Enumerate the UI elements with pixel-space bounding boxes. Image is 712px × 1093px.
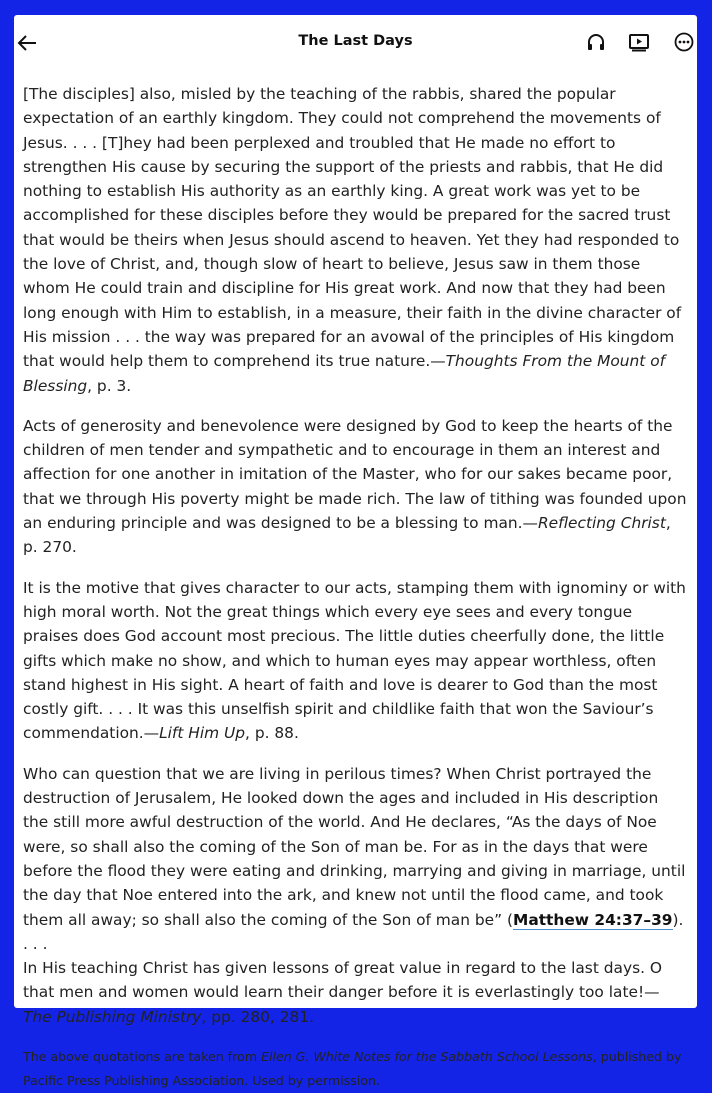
quote-text: It is the motive that gives character to our acts, stamping them with ignominy or with high moral worth. Not the great things which every eye sees and every tongue praises does God account most precious. The little duties cheerfully done, the little gifts which make no show, and which to human eyes may appear worthless, often stand highest in His sight. A heart of faith and love is dearer to God than the most costly gift. . . . It was this unselfish spirit and childlike faith that won the Saviour’s commendation.— <box>23 578 686 743</box>
quote-text: [The disciples] also, misled by the teaching of the rabbis, shared the popular expectation of an earthly kingdom. They could not comprehend the movements of Jesus. . . . [T]hey had been perplexed and troubled that He made no effort to strengthen His cause by securing the support of the priests and rabbis, that He did nothing to establish His authority as an earthly king. A great work was yet to be accomplished for these disciples before they would be prepared for the sacred trust that would be theirs when Jesus should ascend to heaven. Yet they had responded to the love of Christ, and, though slow of heart to believe, Jesus saw in them those whom He could train and discipline for His great work. And now that they had been long enough with Him to establish, in a measure, their faith in the divine character of His mission . . . the way was prepared for an avowal of the principles of His kingdom that would help them to comprehend its true nature.— <box>23 85 682 371</box>
top-bar <box>14 15 697 70</box>
quote-page: , p. 3. <box>87 376 132 395</box>
quote-text-end: ). . . . <box>23 910 684 953</box>
footer-suffix: , published by Pacific Press Publishing Association. Used by permission. <box>23 1048 682 1088</box>
footer-prefix: The above quotations are taken from <box>23 1048 261 1064</box>
quote-paragraph-2 <box>23 414 687 560</box>
quote-source: Thoughts From the Mount of Blessing <box>23 352 666 395</box>
quote-source: Lift Him Up <box>159 724 246 743</box>
quote-page: , p. 270. <box>23 514 671 557</box>
page-title: The Last Days <box>298 33 413 49</box>
quote-page: , pp. 280, 281. <box>201 1007 314 1026</box>
article-body <box>14 70 697 1093</box>
quote-paragraph-4 <box>23 762 687 956</box>
scripture-reference-link[interactable]: Matthew 24:37–39 <box>513 910 673 929</box>
headphones-icon[interactable] <box>585 31 607 53</box>
quote-paragraph-5 <box>23 956 687 1029</box>
more-options-icon[interactable] <box>673 31 695 53</box>
quote-text: In His teaching Christ has given lessons of great value in regard to the last days. O that men and women would learn their danger before it is everlastingly too late!— <box>23 959 662 1002</box>
reader-window <box>14 15 697 1088</box>
quote-text: Acts of generosity and benevolence were designed by God to keep the hearts of the children of men tender and sympathetic and to encourage in them an interest and affection for one another in imitation of the Master, who for our sakes became poor, that we through His poverty might be made rich. The law of tithing was founded upon an enduring principle and was designed to be a blessing to man.— <box>23 416 687 533</box>
quote-source: Reflecting Christ <box>537 514 666 533</box>
quote-page: , p. 88. <box>245 724 299 743</box>
quote-text: Who can question that we are living in perilous times? When Christ portrayed the destruction of Jerusalem, He looked down the ages and included in His description the still more awful destruction of the world. And He declares, “As the days of Noe were, so shall also the coming of the Son of man be. For as in the days that were before the flood they were eating and drinking, marrying and giving in marriage, until the day that Noe entered into the ark, and knew not until the flood came, and took them all away; so shall also the coming of the Son of man be” ( <box>23 764 686 929</box>
copyright-note <box>23 1045 687 1093</box>
quote-paragraph-1 <box>23 82 687 398</box>
quote-source: The Publishing Ministry <box>23 1007 202 1026</box>
play-video-icon[interactable] <box>628 31 650 53</box>
footer-book-title: Ellen G. White Notes for the Sabbath School Lessons <box>260 1048 593 1064</box>
quote-paragraph-3 <box>23 576 687 746</box>
